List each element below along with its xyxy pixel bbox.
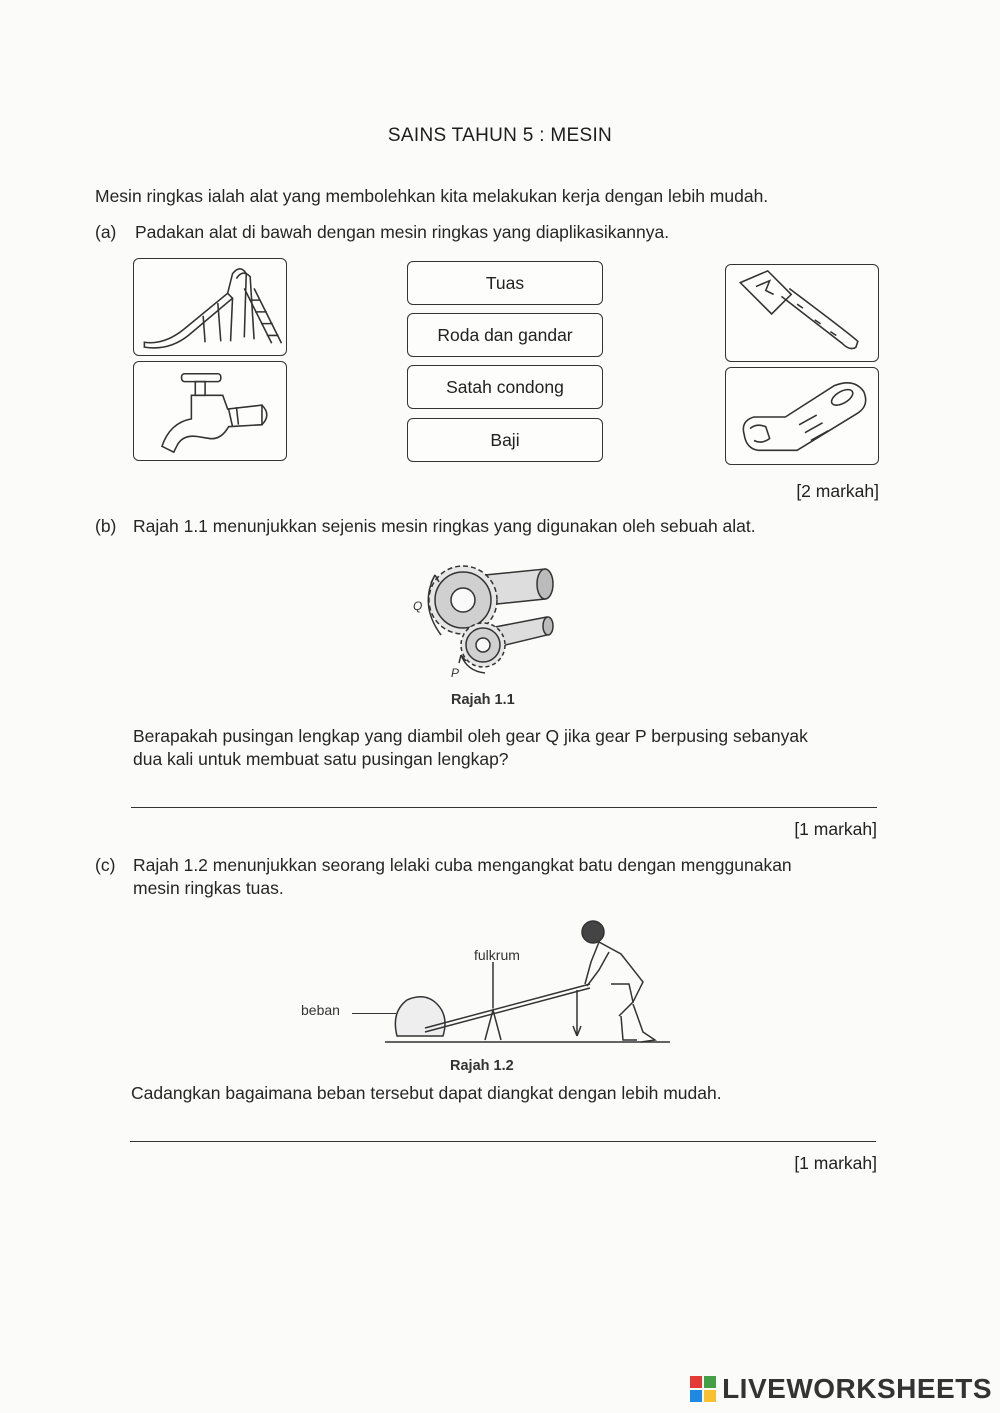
- gears-figure: [405, 555, 565, 680]
- option-tuas[interactable]: Tuas: [407, 261, 603, 305]
- beban-pointer-line: [352, 1013, 396, 1014]
- lever-figure: [385, 912, 675, 1047]
- part-b-answer-line[interactable]: [131, 807, 877, 808]
- lever-icon: [385, 912, 675, 1047]
- bottle-opener-picture-box[interactable]: [725, 367, 879, 465]
- part-a-letter: (a): [95, 222, 117, 242]
- part-c-statement-line1: Rajah 1.2 menunjukkan seorang lelaki cuba mengangkat batu dengan menggunakan: [133, 855, 792, 875]
- part-c-statement-line2: mesin ringkas tuas.: [133, 878, 284, 898]
- part-b-marks: [1 markah]: [794, 819, 877, 839]
- part-b-letter: (b): [95, 516, 117, 536]
- logo-square-3: [690, 1390, 702, 1402]
- part-c-question: Cadangkan bagaimana beban tersebut dapat diangkat dengan lebih mudah.: [131, 1083, 722, 1103]
- page-title: SAINS TAHUN 5 : MESIN: [387, 125, 613, 146]
- gear-p-label: P: [451, 666, 460, 680]
- figure-1-1-caption: Rajah 1.1: [451, 692, 515, 708]
- part-a-question: Padakan alat di bawah dengan mesin ringkas yang diaplikasikannya.: [135, 222, 670, 242]
- slide-picture-box[interactable]: [133, 258, 287, 356]
- axe-icon: [726, 265, 878, 361]
- part-a-marks: [2 markah]: [796, 481, 879, 501]
- liveworksheets-logo: [690, 1373, 992, 1405]
- intro-text: Mesin ringkas ialah alat yang membolehkan kita melakukan kerja dengan lebih mudah.: [95, 186, 769, 206]
- gears-icon: [405, 555, 565, 680]
- option-roda-dan-gandar[interactable]: Roda dan gandar: [407, 313, 603, 357]
- option-satah-condong[interactable]: Satah condong: [407, 365, 603, 409]
- logo-square-2: [704, 1376, 716, 1388]
- liveworksheets-brand: LIVEWORKSHEETS: [722, 1373, 992, 1404]
- liveworksheets-logo-icon: [690, 1376, 716, 1402]
- part-b-question-line1: Berapakah pusingan lengkap yang diambil oleh gear Q jika gear P berpusing sebanyak: [133, 726, 808, 746]
- logo-square-4: [704, 1390, 716, 1402]
- part-b-question-line2: dua kali untuk membuat satu pusingan lengkap?: [133, 749, 509, 769]
- part-c-letter: (c): [95, 855, 116, 875]
- tap-icon: [134, 362, 286, 460]
- fulkrum-label: fulkrum: [474, 947, 520, 963]
- part-b-statement: Rajah 1.1 menunjukkan sejenis mesin ringkas yang digunakan oleh sebuah alat.: [133, 516, 756, 536]
- logo-square-1: [690, 1376, 702, 1388]
- gear-q-label: Q: [413, 599, 423, 613]
- axe-picture-box[interactable]: [725, 264, 879, 362]
- part-c-marks: [1 markah]: [794, 1153, 877, 1173]
- slide-icon: [134, 259, 286, 355]
- figure-1-2-caption: Rajah 1.2: [450, 1058, 514, 1074]
- tap-picture-box[interactable]: [133, 361, 287, 461]
- option-baji[interactable]: Baji: [407, 418, 603, 462]
- bottle-opener-icon: [726, 368, 878, 464]
- beban-label: beban: [301, 1002, 340, 1018]
- part-c-answer-line[interactable]: [130, 1141, 876, 1142]
